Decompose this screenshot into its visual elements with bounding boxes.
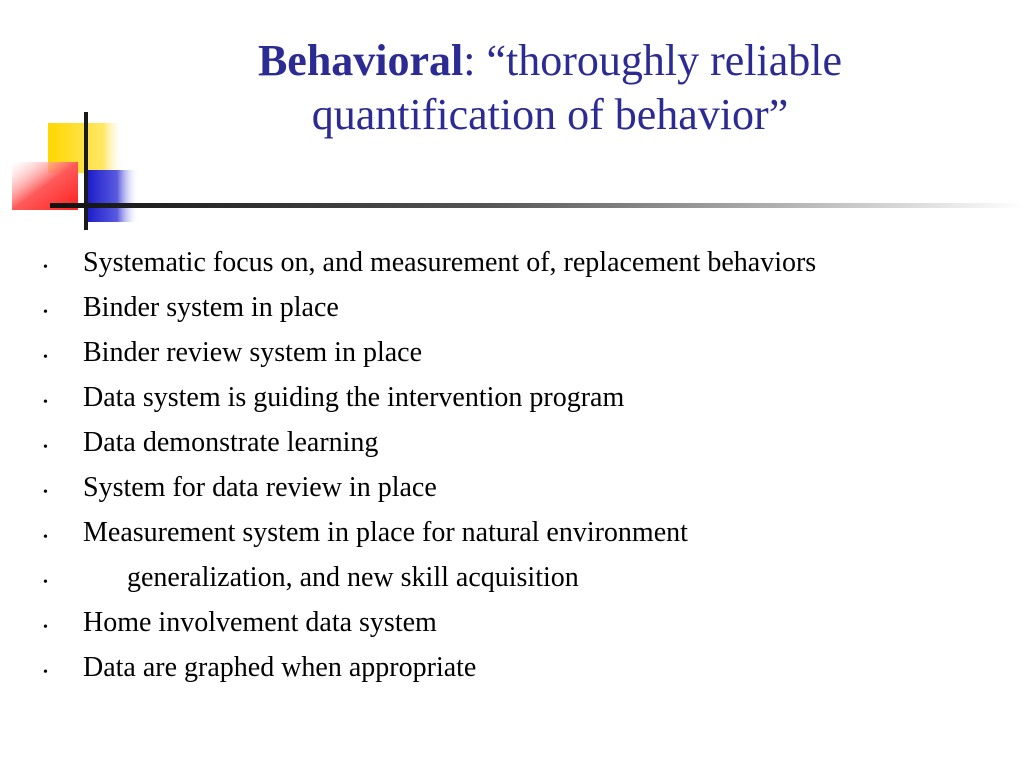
- bullet-dot-icon: •: [43, 575, 48, 590]
- bullet-text: Home involvement data system: [83, 607, 437, 638]
- title-bold-part: Behavioral: [257, 36, 464, 85]
- bullet-dot-icon: •: [43, 485, 48, 500]
- blue-square: [86, 170, 138, 222]
- bullet-text: Measurement system in place for natural environment: [83, 517, 688, 548]
- horizontal-divider: [50, 203, 1024, 208]
- title-rest-part: : “thoroughly reliable quantification of behavior”: [311, 36, 843, 139]
- bullet-text: System for data review in place: [83, 472, 437, 503]
- bullet-item: [40, 510, 1000, 555]
- bullet-dot-icon: •: [43, 305, 48, 320]
- bullet-text: Systematic focus on, and measurement of, replacement behaviors: [83, 247, 817, 278]
- bullet-text: Data are graphed when appropriate: [83, 652, 477, 683]
- vertical-divider: [84, 112, 88, 230]
- bullet-dot-icon: •: [43, 620, 48, 635]
- bullet-item: [40, 555, 1000, 600]
- bullet-item: [40, 330, 1000, 375]
- bullet-item: [40, 645, 1000, 690]
- slide-title: [150, 34, 950, 142]
- bullet-text: Binder system in place: [83, 292, 339, 323]
- bullet-dot-icon: •: [43, 530, 48, 545]
- bullet-item: [40, 285, 1000, 330]
- bullet-item: [40, 375, 1000, 420]
- bullet-list: [40, 240, 1000, 690]
- bullet-dot-icon: •: [43, 260, 48, 275]
- bullet-text: Data system is guiding the intervention program: [83, 382, 625, 413]
- bullet-dot-icon: •: [43, 395, 48, 410]
- bullet-item: [40, 420, 1000, 465]
- bullet-item: [40, 600, 1000, 645]
- bullet-dot-icon: •: [43, 350, 48, 365]
- bullet-text: Data demonstrate learning: [83, 427, 379, 458]
- bullet-item: [40, 240, 1000, 285]
- bullet-text: generalization, and new skill acquisition: [127, 562, 579, 593]
- bullet-dot-icon: •: [43, 440, 48, 455]
- bullet-dot-icon: •: [43, 665, 48, 680]
- red-square: [12, 162, 78, 210]
- bullet-text: Binder review system in place: [83, 337, 423, 368]
- bullet-item: [40, 465, 1000, 510]
